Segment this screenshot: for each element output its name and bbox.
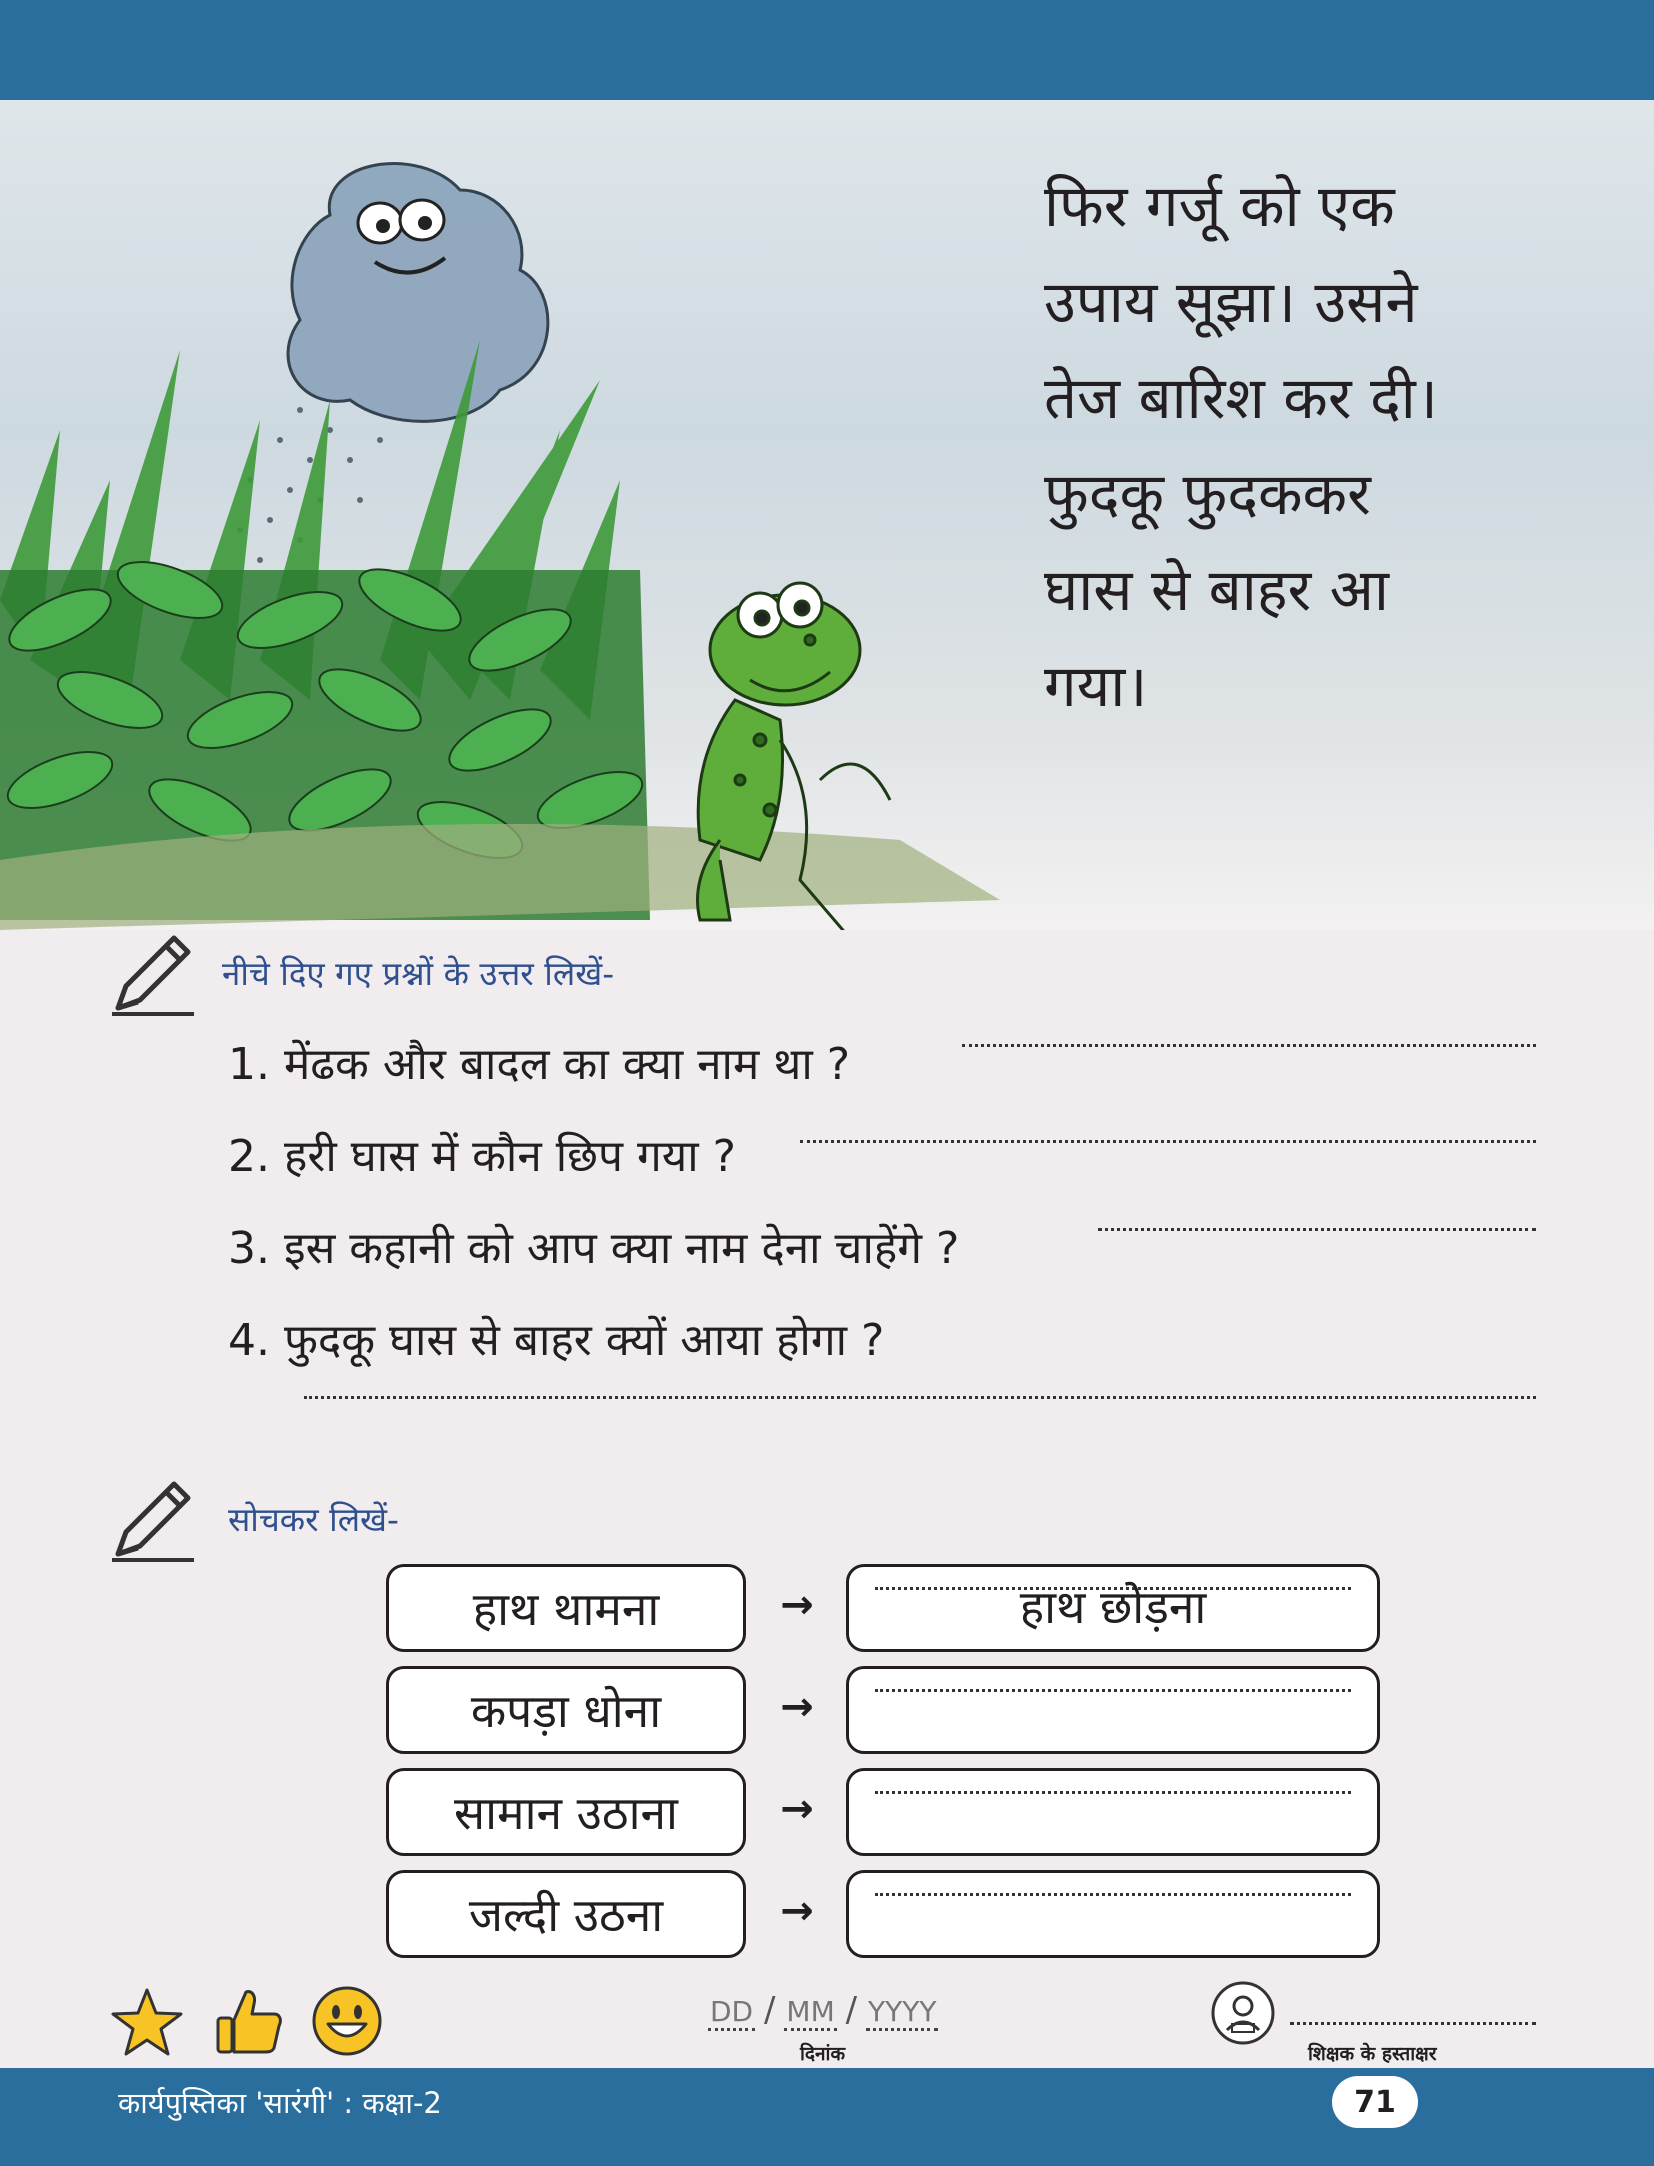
phrase-box: जल्दी उठना [386, 1870, 746, 1958]
teacher-icon [1210, 1980, 1276, 2046]
answer-line-2[interactable] [800, 1140, 1536, 1143]
star-icon[interactable] [110, 1986, 184, 2060]
phrase-box: हाथ थामना [386, 1564, 746, 1652]
signature-label: शिक्षक के हस्ताक्षर [1308, 2043, 1437, 2065]
date-separator: / [845, 1990, 858, 2030]
question-2: 2. हरी घास में कौन छिप गया ? [228, 1131, 736, 1182]
answer-line-1[interactable] [962, 1044, 1536, 1047]
smiley-icon[interactable] [310, 1984, 384, 2058]
thumbs-up-icon[interactable] [212, 1984, 286, 2058]
answer-dotted-line [875, 1689, 1351, 1692]
book-title: कार्यपुस्तिका 'सारंगी' : कक्षा-2 [118, 2086, 442, 2120]
answer-text: हाथ छोड़ना [1019, 1580, 1207, 1634]
question-1: 1. मेंढक और बादल का क्या नाम था ? [228, 1039, 851, 1090]
answer-box[interactable] [846, 1564, 1380, 1652]
top-banner [0, 0, 1654, 100]
page-number: 71 [1332, 2076, 1418, 2128]
date-separator: / [764, 1990, 776, 2030]
question-4: 4. फुदकू घास से बाहर क्यों आया होगा ? [228, 1315, 885, 1366]
answer-line-4[interactable] [304, 1396, 1536, 1399]
date-field[interactable] [708, 1990, 938, 2030]
story-line: फुदकू फुदककर [1044, 460, 1371, 528]
pencil-icon [108, 1474, 198, 1564]
section1-instruction: नीचे दिए गए प्रश्नों के उत्तर लिखें- [222, 954, 615, 993]
phrase-box: कपड़ा धोना [386, 1666, 746, 1754]
answer-line-3[interactable] [1098, 1228, 1536, 1231]
pencil-icon [108, 928, 198, 1018]
date-month[interactable]: MM [784, 1995, 836, 2031]
answer-box[interactable] [846, 1666, 1380, 1754]
signature-line[interactable] [1290, 2022, 1536, 2025]
arrow-icon: → [780, 1888, 814, 1934]
answer-dotted-line [875, 1791, 1351, 1794]
date-year[interactable]: YYYY [866, 1995, 938, 2031]
arrow-icon: → [780, 1582, 814, 1628]
arrow-icon: → [780, 1786, 814, 1832]
answer-box[interactable] [846, 1870, 1380, 1958]
question-3: 3. इस कहानी को आप क्या नाम देना चाहेंगे ? [228, 1223, 960, 1274]
story-line: घास से बाहर आ [1044, 556, 1389, 624]
story-line: गया। [1044, 652, 1148, 720]
date-day[interactable]: DD [708, 1995, 755, 2031]
story-text [1044, 158, 1604, 734]
story-line: फिर गर्जू को एक [1044, 172, 1395, 240]
arrow-icon: → [780, 1684, 814, 1730]
story-illustration [0, 100, 1654, 930]
phrase-box: सामान उठाना [386, 1768, 746, 1856]
section2-instruction: सोचकर लिखें- [228, 1500, 399, 1539]
story-line: उपाय सूझा। उसने [1044, 268, 1418, 336]
answer-box[interactable] [846, 1768, 1380, 1856]
date-label: दिनांक [800, 2043, 846, 2065]
answer-dotted-line [875, 1893, 1351, 1896]
story-line: तेज बारिश कर दी। [1044, 364, 1438, 432]
cloud-illustration [288, 164, 548, 422]
